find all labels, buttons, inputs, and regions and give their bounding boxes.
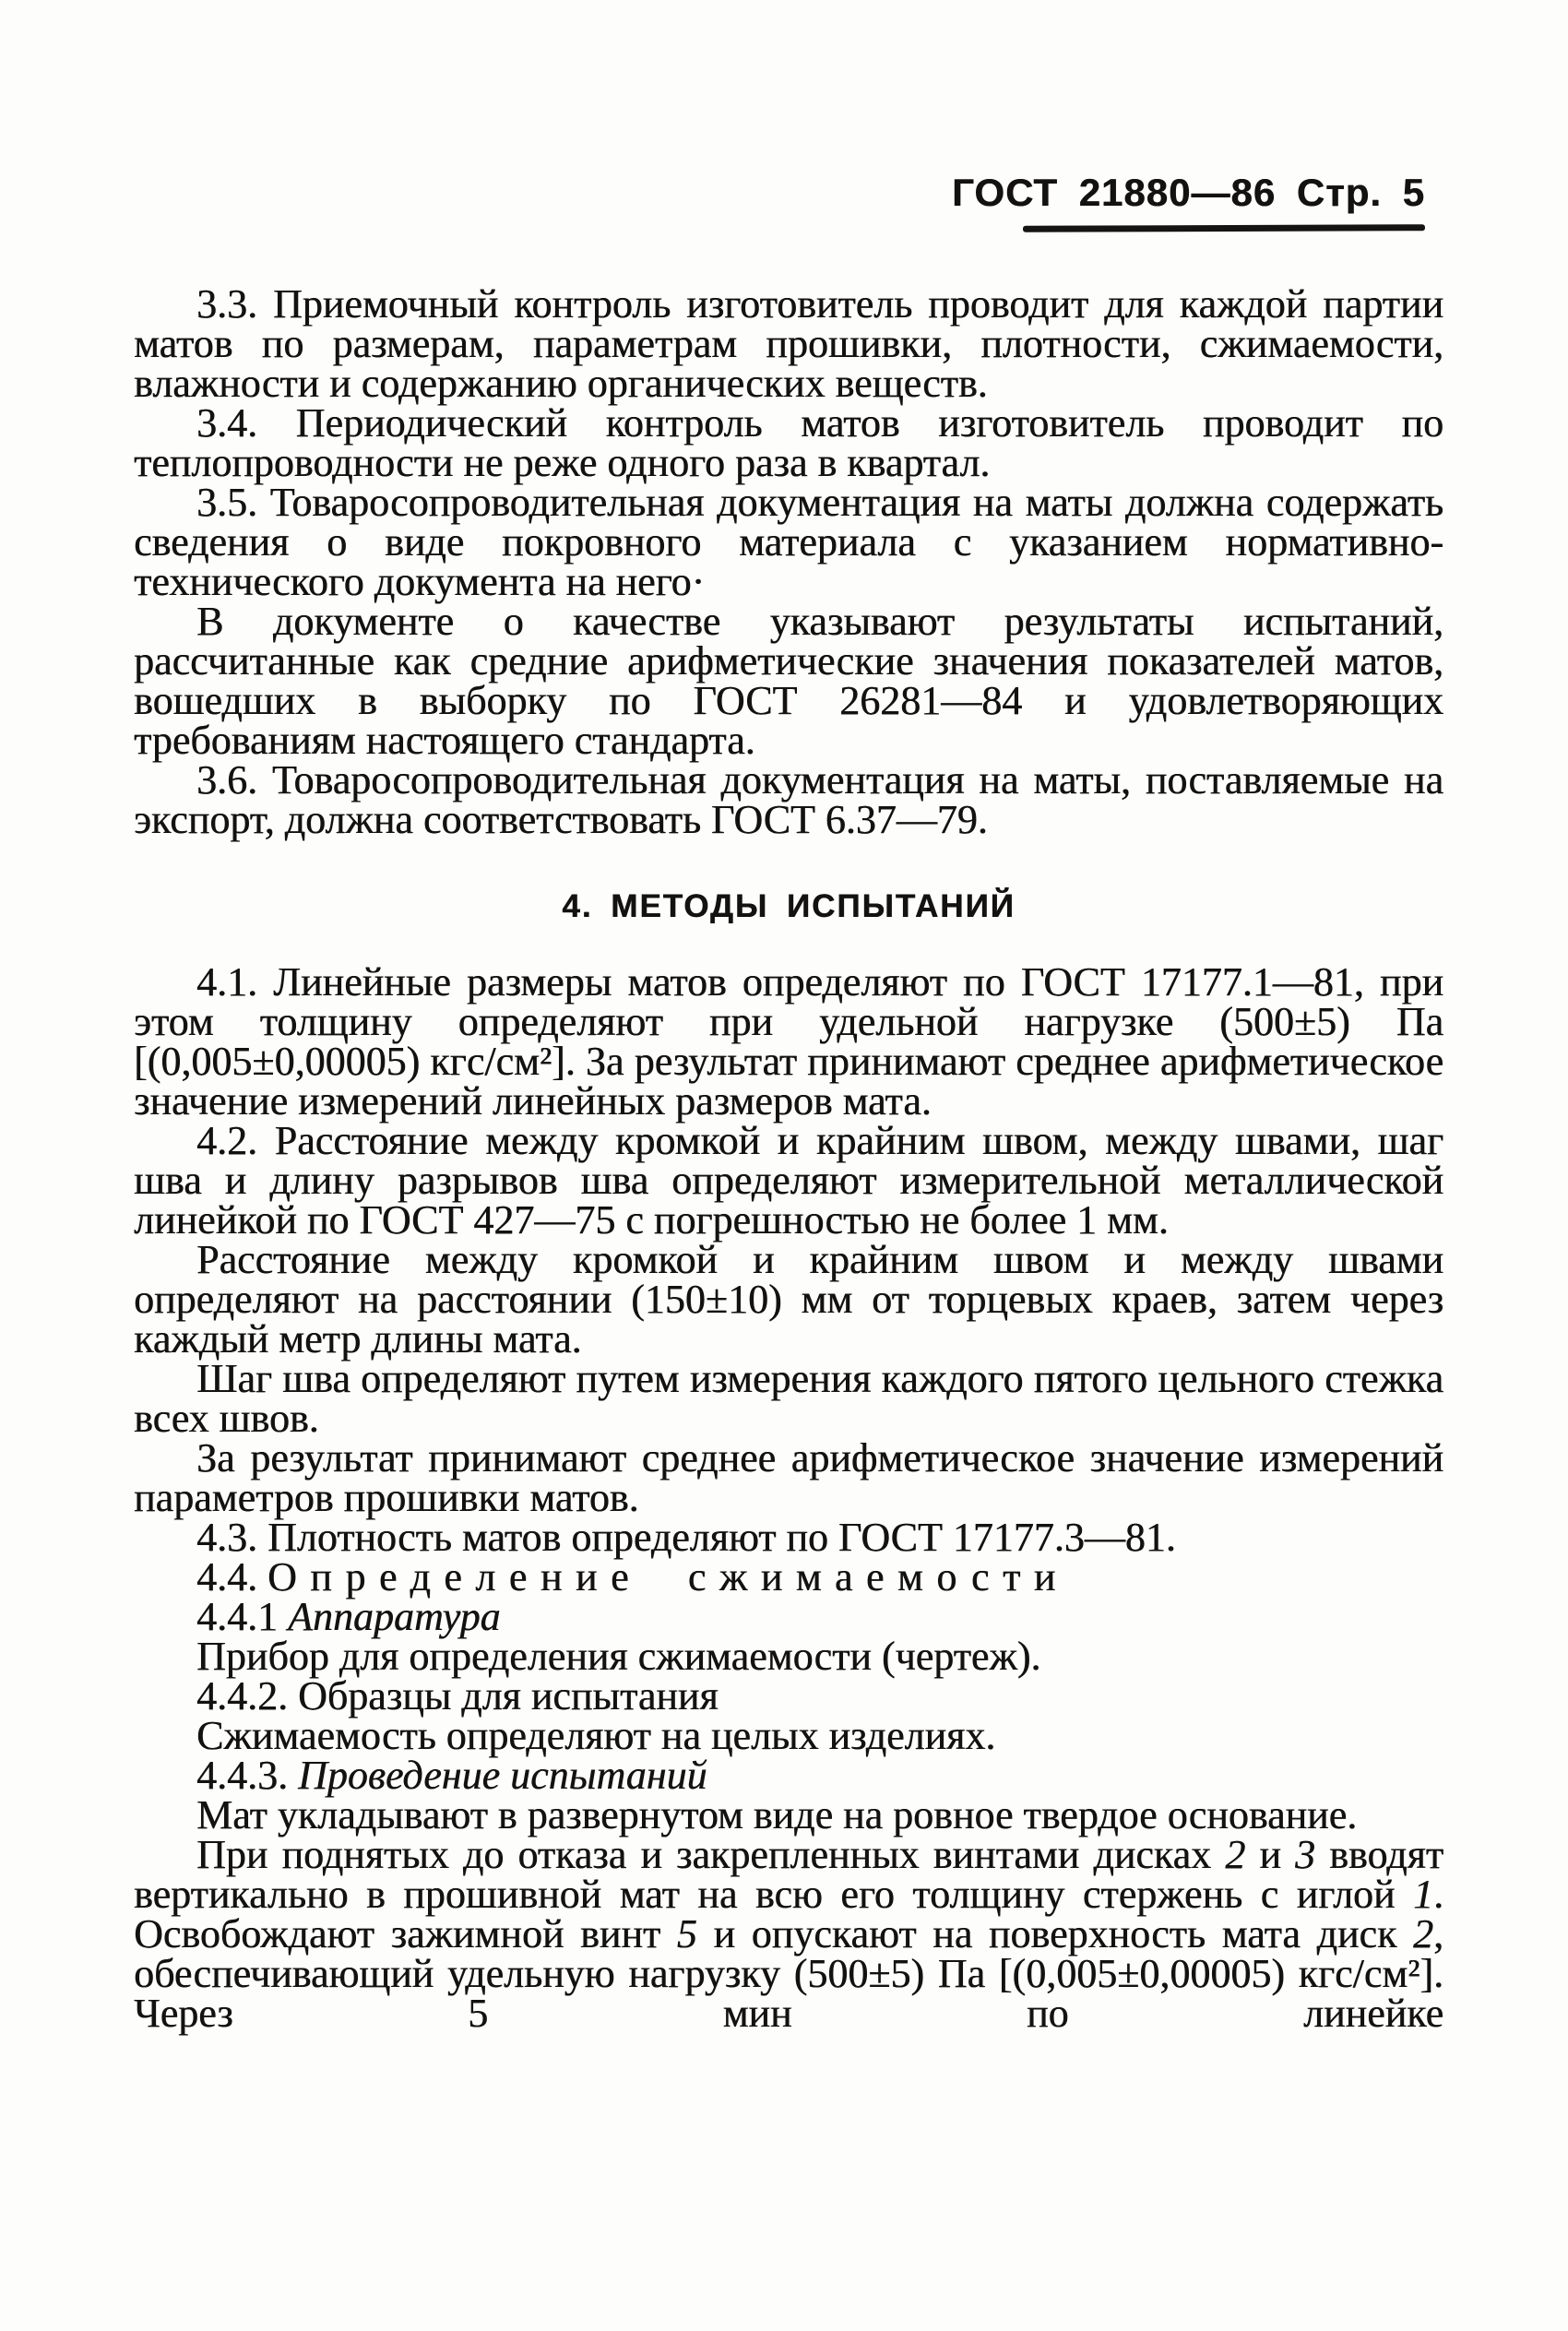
figure-ref-number: 5 [676, 1911, 697, 1956]
paragraph-3-4: 3.4. Периодический контроль матов изготовитель проводит по теплопроводности не реже одного раза в квартал. [134, 400, 1443, 485]
paragraph-3-5: 3.5. Товаросопроводительная документация на маты должна содержать сведения о виде покровного материала с указанием нормативно-технического документа на него· [134, 480, 1443, 604]
text-run: и [1245, 1832, 1296, 1877]
figure-ref-number: 2 [1225, 1832, 1246, 1877]
paragraph-3-6: 3.6. Товаросопроводительная документация на маты, поставляемые на экспорт, должна соответствовать ГОСТ 6.37—79. [134, 757, 1443, 842]
figure-ref-number: 3 [1295, 1832, 1316, 1877]
page-header [952, 173, 1425, 232]
document-body [134, 281, 1443, 2036]
clause-title-italic: Проведение испытаний [298, 1753, 707, 1798]
paragraph-4-4-3 [134, 1753, 1443, 1798]
figure-ref-number: 2 [1413, 1911, 1433, 1956]
section-heading: 4. МЕТОДЫ ИСПЫТАНИЙ [562, 888, 1016, 924]
paragraph-4-1: 4.1. Линейные размеры матов определяют по ГОСТ 17177.1—81, при этом толщину определяют при удельной нагрузке (500±5) Па [(0,005±0,00005) кгс/см²]. За результат принимают среднее арифметическое значение измерений линейных размеров мата. [134, 959, 1443, 1124]
paragraph-4-3: 4.3. Плотность матов определяют по ГОСТ 17177.3—81. [196, 1515, 1176, 1560]
paragraph-4-4-1 [134, 1594, 1443, 1639]
clause-title-spaced: Определение сжимаемости [267, 1554, 1069, 1600]
paragraph-4-4-3-procedure [134, 1832, 1443, 2036]
paragraph-4-4-3-mat: Мат укладывают в развернутом виде на ровное твердое основание. [196, 1792, 1358, 1837]
paragraph-4-4-2-samples: Сжимаемость определяют на целых изделиях. [196, 1713, 996, 1758]
paragraph-4-2-distance: Расстояние между кромкой и крайним швом и между швами определяют на расстоянии (150±10) мм от торцевых краев, затем через каждый метр длины мата. [134, 1237, 1443, 1362]
paragraph-4-4-2: 4.4.2. Образцы для испытания [196, 1673, 719, 1719]
text-run: вводят вертикально в прошивной мат на всю его толщину стержень с иглой [134, 1832, 1443, 1917]
paragraph-4-4 [134, 1554, 1443, 1600]
paragraph-3-5-quality: В документе о качестве указывают результаты испытаний, рассчитанные как средние арифметические значения показателей матов, вошедших в выборку по ГОСТ 26281—84 и удовлетворяющих требованиям настоящего стандарта. [134, 599, 1443, 763]
header-title: ГОСТ 21880—86 Стр. 5 [952, 171, 1425, 214]
clause-number: 4.4.1 [196, 1594, 278, 1639]
figure-ref-number: 1 [1413, 1872, 1433, 1917]
paragraph-4-4-1-apparatus: Прибор для определения сжимаемости (чертеж). [196, 1634, 1041, 1679]
paragraph-4-2-result: За результат принимают среднее арифметическое значение измерений параметров прошивки матов. [134, 1435, 1443, 1520]
header-rule [1023, 224, 1425, 232]
clause-number: 4.4. [196, 1554, 257, 1600]
text-run: , обеспечивающий удельную нагрузку (500±5) Па [(0,005±0,00005) кгс/см²]. Через 5 мин по линейке [134, 1911, 1443, 2036]
paragraph-3-3: 3.3. Приемочный контроль изготовитель проводит для каждой партии матов по размерам, параметрам прошивки, плотности, сжимаемости, влажности и содержанию органических веществ. [134, 281, 1443, 406]
text-run: и опускают на поверхность мата диск [696, 1911, 1413, 1956]
text-run: При поднятых до отказа и закрепленных винтами дисках [196, 1832, 1226, 1877]
clause-title-italic: Аппаратура [288, 1594, 501, 1639]
text-run: . Освобождают зажимной винт [134, 1872, 1443, 1956]
clause-number: 4.4.3. [196, 1753, 288, 1798]
paragraph-4-2-step: Шаг шва определяют путем измерения каждого пятого цельного стежка всех швов. [134, 1356, 1443, 1441]
paragraph-4-2: 4.2. Расстояние между кромкой и крайним швом, между швами, шаг шва и длину разрывов шва определяют измерительной металлической линейкой по ГОСТ 427—75 с погрешностью не более 1 мм. [134, 1118, 1443, 1243]
